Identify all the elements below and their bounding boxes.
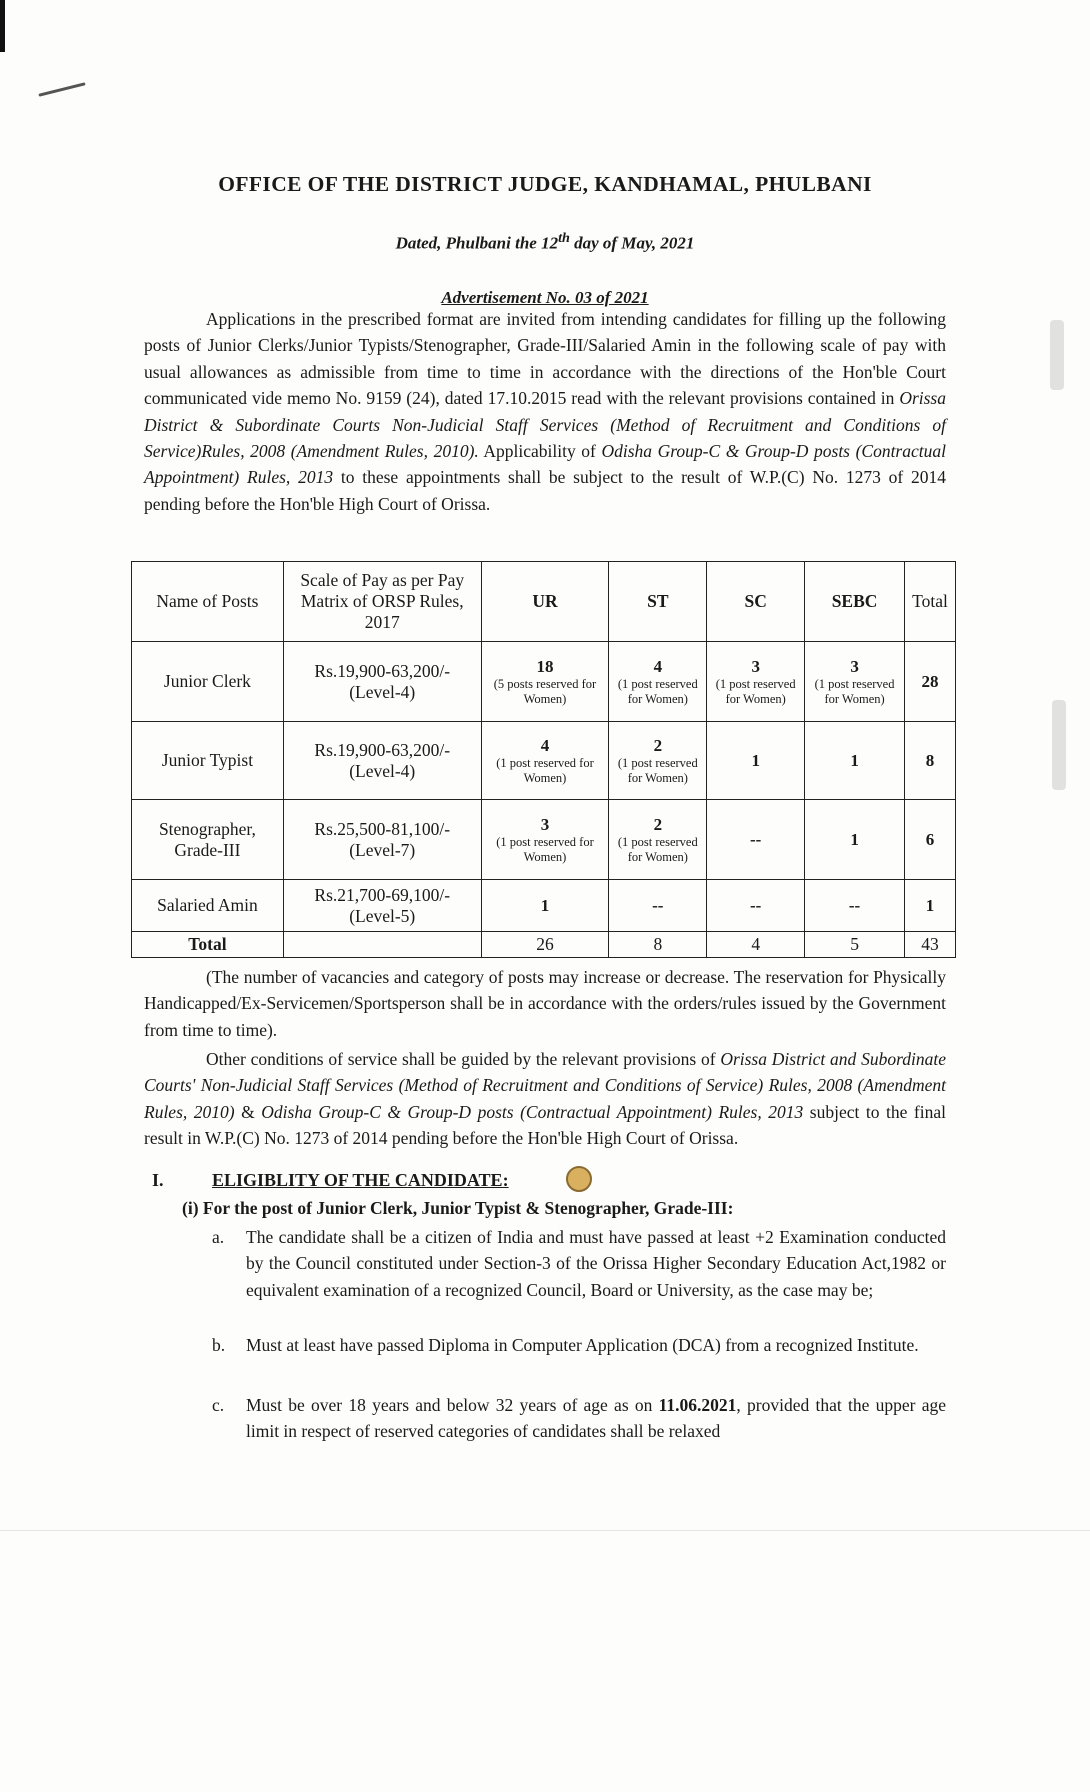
intro-paragraph: Applications in the prescribed format are invited from intending candidates for filling up the following posts of Junior Clerks/Junior Typists/Stenographer, Grade-III/Salaried Amin in the following scale of pay with usual allowances as admissible from time to time in accordance with the directions of the Hon'ble Court communicated vide memo No. 9159 (24), dated 17.10.2015 read with the relevant provisions contained in Orissa District & Subordinate Courts Non-Judicial Staff Services (Method of Recruitment and Conditions of Service)Rules, 2008 (Amendment Rules, 2010). Applicability of Odisha Group-C & Group-D posts (Contractual Appointment) Rules, 2013 to these appointments shall be subject to the result of W.P.(C) No. 1273 of 2014 pending before the Hon'ble High Court of Orissa. xyxy=(144,309,946,514)
row-total: 6 xyxy=(925,829,935,849)
vacancy-note: (The number of vacancies and category of posts may increase or decrease. The reservation for Physically Handicapped/Ex-Servicemen/Sportsperson shall be in accordance with the orders/rules issued by the Government from time to time). xyxy=(144,967,946,1040)
advertisement-number: Advertisement No. 03 of 2021 xyxy=(441,288,649,307)
reservation-note: (5 posts reserved for Women) xyxy=(493,677,597,706)
list-item xyxy=(212,1224,946,1303)
eligibility-subheading: (i) For the post of Junior Clerk, Junior Typist & Stenographer, Grade-III: xyxy=(182,1198,734,1218)
sebc-count: 3 xyxy=(850,657,859,676)
pay-scale: Rs.21,700-69,100/- (Level-5) xyxy=(283,880,481,932)
header-cell: Total xyxy=(905,562,956,642)
sebc-count: -- xyxy=(848,895,861,915)
pen-stroke xyxy=(38,82,85,97)
ur-count: 18 xyxy=(536,657,554,676)
table-row xyxy=(132,642,956,722)
scan-edge-mark xyxy=(0,0,5,52)
punch-hole-mark xyxy=(566,1166,592,1192)
pay-scale: Rs.19,900-63,200/- (Level-4) xyxy=(283,642,481,722)
office-title: OFFICE OF THE DISTRICT JUDGE, KANDHAMAL, PHULBANI xyxy=(218,172,872,196)
sc-total: 4 xyxy=(707,932,805,958)
post-name: Salaried Amin xyxy=(132,880,284,932)
item-text: Must at least have passed Diploma in Computer Application (DCA) from a recognized Institute. xyxy=(246,1335,919,1355)
reservation-note: (1 post reserved for Women) xyxy=(617,677,698,706)
row-total: 1 xyxy=(925,895,935,915)
ur-count: 3 xyxy=(540,815,550,834)
reservation-note: (1 post reserved for Women) xyxy=(617,756,698,785)
vacancy-table xyxy=(131,561,956,958)
row-total: 8 xyxy=(925,750,935,770)
st-count: 2 xyxy=(653,736,663,755)
table-header-row xyxy=(132,562,956,642)
list-item xyxy=(212,1332,946,1358)
st-total: 8 xyxy=(609,932,707,958)
scan-smudge xyxy=(1052,700,1066,790)
section-number: I. xyxy=(152,1170,164,1190)
header-cell: ST xyxy=(609,562,707,642)
reservation-note: (1 post reserved for Women) xyxy=(496,835,594,864)
reservation-note: (1 post reserved for Women) xyxy=(496,756,594,785)
item-label: c. xyxy=(212,1395,225,1415)
ur-count: 1 xyxy=(540,895,550,915)
header-cell: UR xyxy=(481,562,609,642)
sebc-count: 1 xyxy=(850,750,859,770)
table-row xyxy=(132,722,956,800)
eligibility-section-heading xyxy=(152,1170,509,1191)
page-fold-line xyxy=(0,1530,1090,1531)
header-cell: Name of Posts xyxy=(132,562,284,642)
post-name: Junior Typist xyxy=(132,722,284,800)
table-row xyxy=(132,800,956,880)
sc-count: 3 xyxy=(751,657,760,676)
header-cell: SC xyxy=(707,562,805,642)
scan-smudge xyxy=(1050,320,1064,390)
table-row xyxy=(132,880,956,932)
dated-line: Dated, Phulbani the 12th day of May, 2021 xyxy=(395,230,695,253)
header-cell: Scale of Pay as per Pay Matrix of ORSP Rules, 2017 xyxy=(283,562,481,642)
pay-scale: Rs.25,500-81,100/- (Level-7) xyxy=(283,800,481,880)
sebc-count: 1 xyxy=(850,829,859,849)
st-count: 2 xyxy=(653,815,663,834)
table-total-row xyxy=(132,932,956,958)
reservation-note: (1 post reserved for Women) xyxy=(814,677,895,706)
st-count: 4 xyxy=(653,657,663,676)
sc-count: -- xyxy=(750,829,762,849)
pay-scale: Rs.19,900-63,200/- (Level-4) xyxy=(283,722,481,800)
list-item xyxy=(212,1392,946,1445)
total-label: Total xyxy=(132,932,284,958)
post-name: Stenographer, Grade-III xyxy=(132,800,284,880)
post-name: Junior Clerk xyxy=(132,642,284,722)
item-label: a. xyxy=(212,1227,225,1247)
header-cell: SEBC xyxy=(805,562,905,642)
item-text: The candidate shall be a citizen of India and must have passed at least +2 Examination conducted by the Council constituted under Section-3 of the Orissa Higher Secondary Education Act,1982 or equivalent examination of a recognized Council, Board or University, as the case may be; xyxy=(246,1227,946,1300)
item-text: Must be over 18 years and below 32 years of age as on 11.06.2021, provided that the upper age limit in respect of reserved categories of candidates shall be relaxed xyxy=(246,1395,946,1442)
ur-total: 26 xyxy=(481,932,609,958)
reservation-note: (1 post reserved for Women) xyxy=(617,835,698,864)
reservation-note: (1 post reserved for Women) xyxy=(715,677,796,706)
st-count: -- xyxy=(652,895,664,915)
grand-total: 43 xyxy=(905,932,956,958)
item-label: b. xyxy=(212,1335,226,1355)
ur-count: 4 xyxy=(540,736,550,755)
sebc-total: 5 xyxy=(805,932,905,958)
sc-count: -- xyxy=(750,895,762,915)
sc-count: 1 xyxy=(751,750,760,770)
conditions-paragraph: Other conditions of service shall be guided by the relevant provisions of Orissa District and Subordinate Courts' Non-Judicial Staff Services (Method of Recruitment and Conditions of Service) Rules, 2008 (Amendment Rules, 2010) & Odisha Group-C & Group-D posts (Contractual Appointment) Rules, 2013 subject to the final result in W.P.(C) No. 1273 of 2014 pending before the Hon'ble High Court of Orissa. xyxy=(144,1049,946,1149)
row-total: 28 xyxy=(921,671,939,691)
section-title: ELIGIBLITY OF THE CANDIDATE: xyxy=(212,1170,509,1190)
